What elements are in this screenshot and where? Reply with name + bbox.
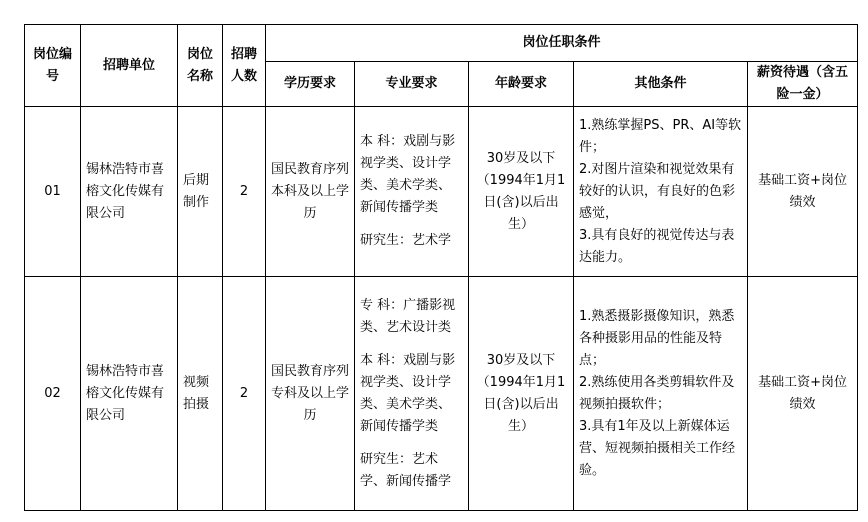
hire-count: 2 (223, 107, 266, 277)
major-graduate: 研究生：艺术学 (360, 233, 452, 248)
other-item: 1.熟练掌握PS、PR、AI等软件； (579, 117, 742, 155)
other-item: 3.具有良好的视觉传达与表达能力。 (579, 227, 735, 265)
hire-count: 2 (223, 277, 266, 511)
header-other: 其他条件 (574, 62, 748, 107)
other-requirements (574, 107, 748, 277)
recruitment-table (24, 24, 858, 511)
header-post-name: 岗位名称 (178, 25, 223, 107)
header-requirements: 岗位任职条件 (266, 25, 858, 62)
major-requirement (355, 277, 469, 511)
age-requirement: 30岁及以下（1994年1月1日(含)以后出生） (469, 107, 574, 277)
header-education: 学历要求 (266, 62, 355, 107)
other-requirements (574, 277, 748, 511)
major-undergrad: 本 科：戏剧与影视学类、设计学类、美术学类、新闻传播学类 (360, 134, 456, 215)
major-undergrad: 本 科：戏剧与影视学类、设计学类、美术学类、新闻传播学类 (360, 352, 456, 434)
other-item: 3.具有1年及以上新媒体运营、短视频拍摄相关工作经验。 (579, 418, 736, 478)
education-requirement: 国民教育序列专科及以上学历 (266, 277, 355, 511)
salary: 基础工资+岗位绩效 (748, 107, 858, 277)
salary: 基础工资+岗位绩效 (748, 277, 858, 511)
post-id: 01 (25, 107, 81, 277)
post-id: 02 (25, 277, 81, 511)
age-requirement: 30岁及以下（1994年1月1日(含)以后出生） (469, 277, 574, 511)
post-name: 后期制作 (178, 107, 223, 277)
education-requirement: 国民教育序列本科及以上学历 (266, 107, 355, 277)
unit-name: 锡林浩特市喜榕文化传媒有限公司 (81, 107, 178, 277)
unit-name: 锡林浩特市喜榕文化传媒有限公司 (81, 277, 178, 511)
header-age: 年龄要求 (469, 62, 574, 107)
other-item: 2.对图片渲染和视觉效果有较好的认识，有良好的色彩感觉， (579, 161, 736, 221)
other-item: 1.熟悉摄影摄像知识，熟悉各种摄影用品的性能及特点； (579, 308, 735, 368)
post-name: 视频拍摄 (178, 277, 223, 511)
table-row (25, 277, 858, 511)
header-major: 专业要求 (355, 62, 469, 107)
major-graduate: 研究生：艺术学、新闻传播学 (360, 451, 452, 489)
header-count: 招聘人数 (223, 25, 266, 107)
major-requirement (355, 107, 469, 277)
header-unit: 招聘单位 (81, 25, 178, 107)
other-item: 2.熟练使用各类剪辑软件及视频拍摄软件； (579, 374, 735, 412)
major-college: 专 科：广播影视类、艺术设计类 (360, 297, 456, 335)
table-row (25, 107, 858, 277)
header-salary: 薪资待遇（含五险一金） (748, 62, 858, 107)
header-post-id: 岗位编号 (25, 25, 81, 107)
